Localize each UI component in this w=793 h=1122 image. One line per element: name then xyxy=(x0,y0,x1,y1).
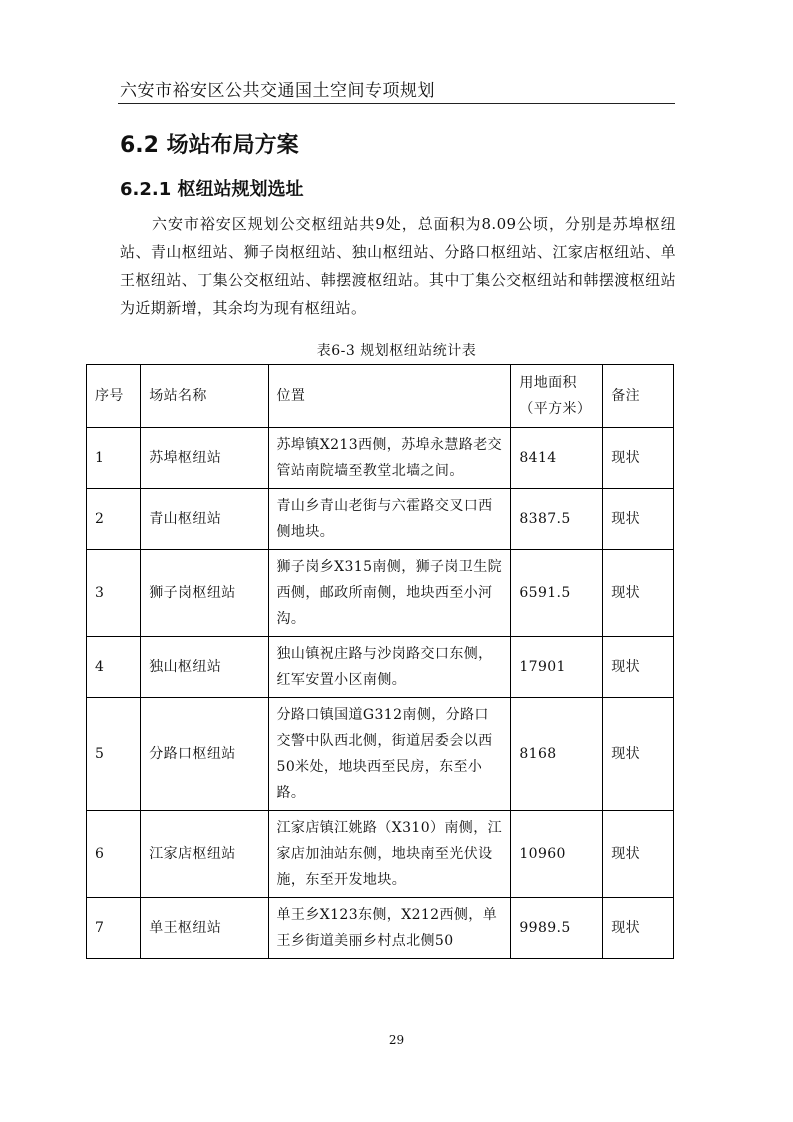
header-title: 六安市裕安区公共交通国土空间专项规划 xyxy=(120,81,435,101)
body-paragraph: 六安市裕安区规划公交枢纽站共9处，总面积为8.09公顷，分别是苏埠枢纽站、青山枢纽站、狮子岗枢纽站、独山枢纽站、分路口枢纽站、江家店枢纽站、单王枢纽站、丁集公交枢纽站、韩摆渡枢纽站。其中丁集公交枢纽站和韩摆渡枢纽站为近期新增，其余均为现有枢纽站。 xyxy=(120,215,676,317)
subsection-title: 6.2.1 枢纽站规划选址 xyxy=(120,179,304,200)
cell-no: 6 xyxy=(87,811,141,898)
cell-no: 1 xyxy=(87,428,141,489)
cell-area: 8168 xyxy=(511,698,603,811)
table-row xyxy=(87,489,674,550)
cell-note: 现状 xyxy=(603,489,674,550)
cell-location: 狮子岗乡X315南侧，狮子岗卫生院西侧，邮政所南侧，地块西至小河沟。 xyxy=(268,550,511,637)
cell-no: 7 xyxy=(87,898,141,959)
cell-note: 现状 xyxy=(603,428,674,489)
cell-note: 现状 xyxy=(603,698,674,811)
cell-area: 8387.5 xyxy=(511,489,603,550)
cell-location: 分路口镇国道G312南侧，分路口交警中队西北侧，街道居委会以西50米处，地块西至民房，东至小路。 xyxy=(268,698,511,811)
cell-name: 独山枢纽站 xyxy=(141,637,268,698)
cell-location: 单王乡X123东侧，X212西侧，单王乡街道美丽乡村点北侧50 xyxy=(268,898,511,959)
table-row xyxy=(87,898,674,959)
cell-note: 现状 xyxy=(603,811,674,898)
header-name: 场站名称 xyxy=(141,365,268,428)
cell-name: 分路口枢纽站 xyxy=(141,698,268,811)
page-number: 29 xyxy=(388,1033,405,1047)
cell-no: 2 xyxy=(87,489,141,550)
table-row xyxy=(87,637,674,698)
cell-area: 9989.5 xyxy=(511,898,603,959)
cell-note: 现状 xyxy=(603,550,674,637)
cell-name: 青山枢纽站 xyxy=(141,489,268,550)
header-divider xyxy=(118,103,675,104)
cell-note: 现状 xyxy=(603,637,674,698)
cell-location: 江家店镇江姚路（X310）南侧，江家店加油站东侧，地块南至光伏设施，东至开发地块。 xyxy=(268,811,511,898)
header-area: 用地面积（平方米） xyxy=(511,365,603,428)
cell-location: 独山镇祝庄路与沙岗路交口东侧，红军安置小区南侧。 xyxy=(268,637,511,698)
cell-area: 8414 xyxy=(511,428,603,489)
cell-name: 江家店枢纽站 xyxy=(141,811,268,898)
cell-area: 17901 xyxy=(511,637,603,698)
cell-area: 6591.5 xyxy=(511,550,603,637)
cell-name: 狮子岗枢纽站 xyxy=(141,550,268,637)
header-no: 序号 xyxy=(87,365,141,428)
cell-area: 10960 xyxy=(511,811,603,898)
table-row xyxy=(87,698,674,811)
table-row xyxy=(87,428,674,489)
cell-location: 青山乡青山老街与六霍路交叉口西侧地块。 xyxy=(268,489,511,550)
cell-note: 现状 xyxy=(603,898,674,959)
header-note: 备注 xyxy=(603,365,674,428)
cell-name: 苏埠枢纽站 xyxy=(141,428,268,489)
table-row xyxy=(87,811,674,898)
hub-station-table xyxy=(86,364,674,959)
table-row xyxy=(87,550,674,637)
cell-location: 苏埠镇X213西侧，苏埠永慧路老交管站南院墙至教堂北墙之间。 xyxy=(268,428,511,489)
cell-no: 5 xyxy=(87,698,141,811)
section-title: 6.2 场站布局方案 xyxy=(120,133,299,158)
table-header-row xyxy=(87,365,674,428)
cell-name: 单王枢纽站 xyxy=(141,898,268,959)
table-caption: 表6-3 规划枢纽站统计表 xyxy=(316,343,477,359)
cell-no: 4 xyxy=(87,637,141,698)
header-location: 位置 xyxy=(268,365,511,428)
cell-no: 3 xyxy=(87,550,141,637)
